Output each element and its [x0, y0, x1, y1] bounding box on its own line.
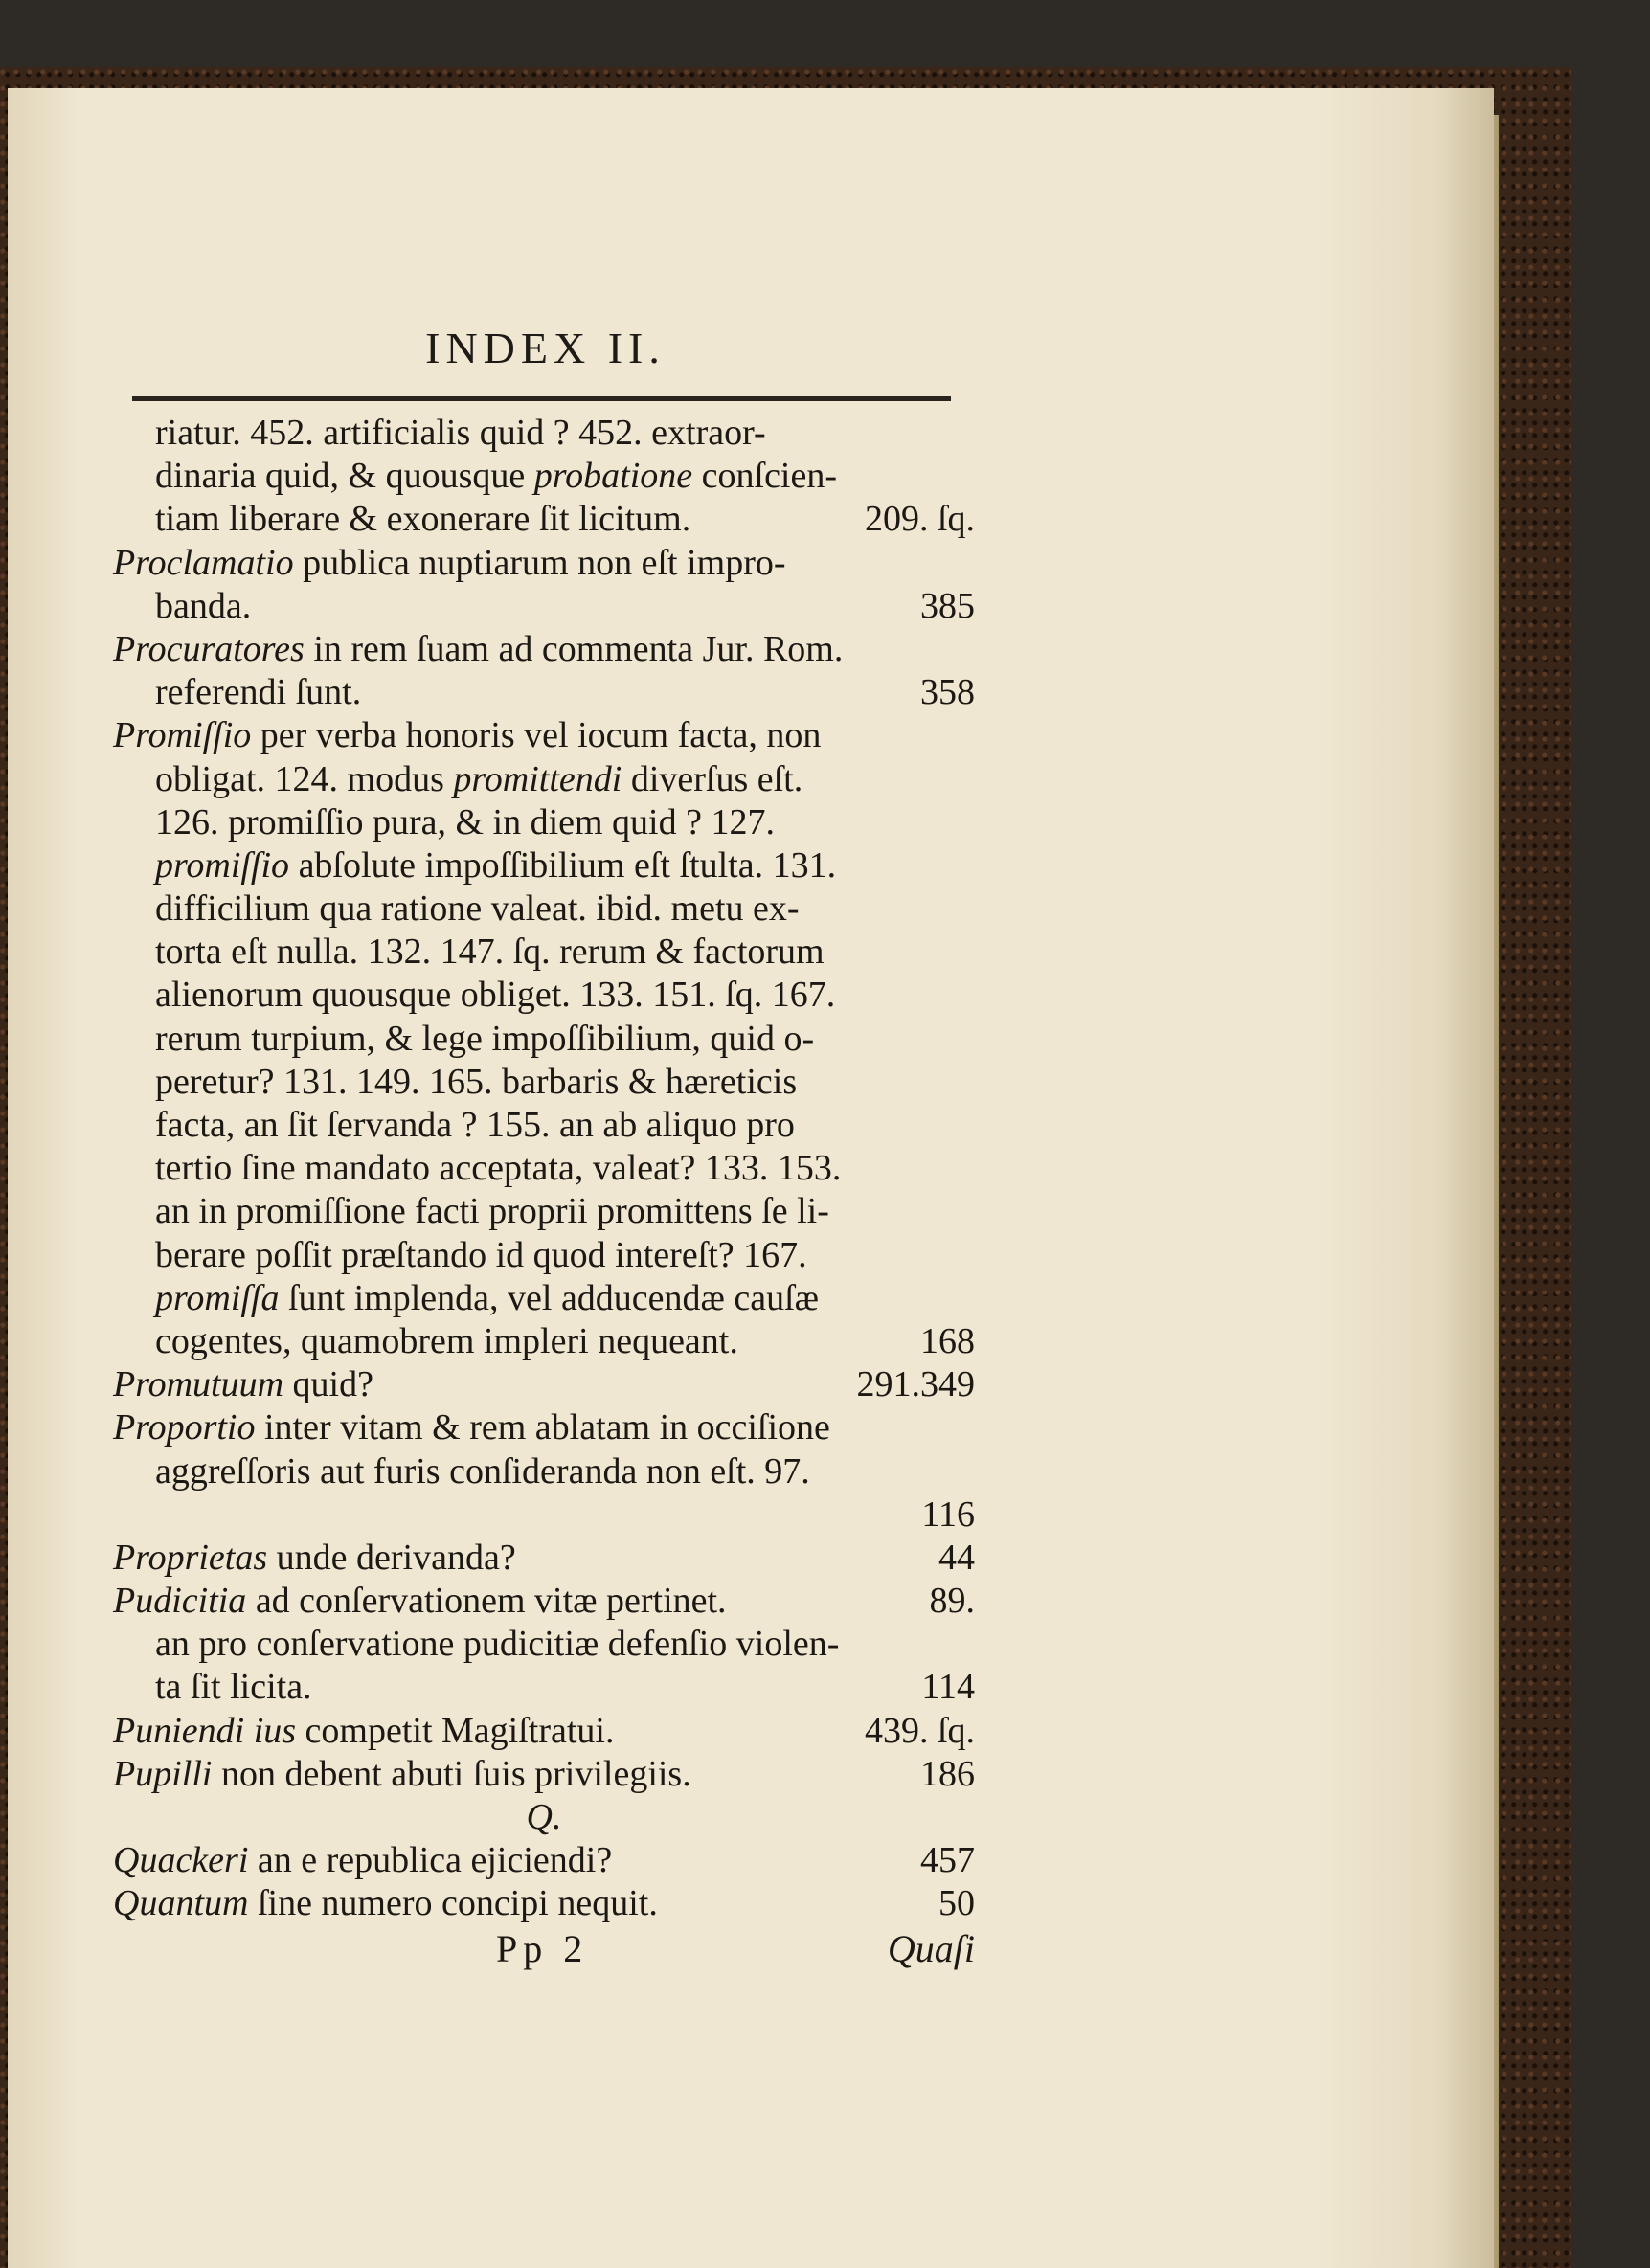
- entry-text: [155, 455, 837, 498]
- page-reference: 186: [920, 1753, 975, 1794]
- index-continuation: [113, 1450, 975, 1493]
- entry-fragment: obligat. 124. modus: [155, 758, 454, 799]
- lemma-keyword: probatione: [533, 456, 693, 497]
- entry-fragment: competit Magiſtratui.: [296, 1710, 615, 1751]
- entry-fragment: aggreſſoris aut furis conſideranda non eſt. 97.: [155, 1450, 810, 1492]
- signature-mark: Pp 2: [496, 1927, 589, 1970]
- index-continuation: [113, 1018, 975, 1061]
- lemma-keyword: promiſſio: [155, 844, 290, 886]
- index-continuation: [113, 1104, 975, 1147]
- index-entry: [113, 628, 975, 671]
- index-continuation: [113, 974, 975, 1017]
- index-entry: [113, 1882, 975, 1925]
- page-reference: 209. ſq.: [864, 499, 975, 540]
- entry-text: [155, 974, 835, 1017]
- index-continuation: [113, 1190, 975, 1233]
- entry-fragment: banda.: [155, 585, 252, 626]
- page-reference: 116: [921, 1493, 975, 1535]
- lemma-keyword: Procuratores: [113, 628, 305, 669]
- entry-fragment: an e republica ejiciendi?: [248, 1840, 613, 1881]
- entry-text: [155, 1018, 814, 1061]
- page-reference: 168: [920, 1320, 975, 1361]
- entry-fragment: 126. promiſſio pura, & in diem quid ? 127.: [155, 801, 775, 842]
- index-entry: [113, 1710, 975, 1753]
- page-reference: 89.: [929, 1581, 975, 1622]
- entry-text: [113, 542, 786, 585]
- entry-text: [155, 1190, 829, 1233]
- page-reference: 439. ſq.: [864, 1710, 975, 1751]
- lemma-keyword: Promiſſio: [113, 715, 252, 756]
- lemma-keyword: Q.: [526, 1797, 562, 1837]
- entry-text: [113, 1753, 691, 1796]
- page-reference: 44: [938, 1537, 975, 1578]
- entry-fragment: facta, an ſit ſervanda ? 155. an ab aliquo pro: [155, 1105, 795, 1145]
- book-page: [8, 88, 1494, 2268]
- index-continuation: [113, 412, 975, 455]
- index-continuation: [113, 801, 975, 844]
- lemma-keyword: Promutuum: [113, 1364, 284, 1405]
- entry-fragment: peretur? 131. 149. 165. barbaris & hæreticis: [155, 1061, 798, 1102]
- entry-fragment: ad conſervationem vitæ pertinet.: [246, 1581, 727, 1622]
- entry-text: [155, 1234, 807, 1277]
- index-continuation: [113, 844, 975, 887]
- header-rule: [132, 396, 951, 401]
- entry-fragment: cogentes, quamobrem impleri nequeant.: [155, 1320, 738, 1361]
- entry-fragment: torta eſt nulla. 132. 147. ſq. rerum & factorum: [155, 932, 825, 973]
- index-entry: [113, 1537, 975, 1580]
- entry-text: [155, 887, 800, 931]
- entry-fragment: tiam liberare & exonerare ſit licitum.: [155, 499, 691, 540]
- entry-text: [155, 671, 361, 714]
- entry-text: [155, 585, 251, 628]
- lemma-keyword: promittendi: [453, 758, 622, 799]
- entry-fragment: rerum turpium, & lege impoſſibilium, quid o-: [155, 1018, 815, 1059]
- index-entry: [113, 542, 975, 585]
- index-continuation: [113, 1061, 975, 1104]
- entry-fragment: riatur. 452. artificialis quid ? 452. extraor-: [155, 413, 766, 453]
- index-continuation: [113, 498, 975, 541]
- index-continuation: [113, 1666, 975, 1709]
- entry-fragment: per verba honoris vel iocum facta, non: [251, 715, 822, 756]
- lemma-keyword: Pudicitia: [113, 1581, 247, 1622]
- entry-fragment: tertio ſine mandato acceptata, valeat? 133. 153.: [155, 1148, 842, 1189]
- entry-fragment: diverſus eſt.: [622, 758, 803, 799]
- index-continuation: [113, 455, 975, 498]
- entry-fragment: difficilium qua ratione valeat. ibid. metu ex-: [155, 888, 800, 930]
- lemma-keyword: Pupilli: [113, 1753, 213, 1794]
- entry-fragment: in rem ſuam ad commenta Jur. Rom.: [304, 628, 844, 669]
- entry-text: [155, 1061, 797, 1104]
- lemma-keyword: Proportio: [113, 1407, 256, 1448]
- entry-text: [155, 1147, 841, 1190]
- index-continuation: [113, 1623, 975, 1666]
- entry-text: [113, 1882, 658, 1925]
- entry-text: [155, 1450, 810, 1493]
- entry-fragment: referendi ſunt.: [155, 672, 362, 713]
- page-reference: 385: [920, 585, 975, 626]
- entry-fragment: quid?: [283, 1364, 373, 1405]
- lemma-keyword: Puniendi ius: [113, 1710, 297, 1751]
- entry-text: [113, 1710, 614, 1753]
- entry-fragment: inter vitam & rem ablatam in occiſione: [255, 1407, 830, 1448]
- index-entries: [113, 412, 975, 1926]
- entry-text: [113, 628, 843, 671]
- entry-text: [155, 758, 802, 801]
- entry-fragment: abſolute impoſſibilium eſt ſtulta. 131.: [289, 844, 837, 886]
- entry-fragment: ſunt implenda, vel adducendæ cauſæ: [279, 1277, 820, 1318]
- lemma-keyword: Proclamatio: [113, 542, 294, 583]
- index-entry: [113, 1406, 975, 1449]
- page-reference: 457: [920, 1840, 975, 1881]
- index-continuation: [113, 1277, 975, 1320]
- entry-text: [113, 1796, 975, 1839]
- index-entry: [113, 714, 975, 757]
- section-letter: [113, 1796, 975, 1839]
- index-continuation: [113, 1493, 975, 1537]
- entry-text: [155, 1623, 839, 1666]
- index-continuation: [113, 1234, 975, 1277]
- page-reference: 358: [920, 672, 975, 713]
- entry-fragment: berare poſſit præſtando id quod intereſt? 167.: [155, 1234, 807, 1275]
- entry-text: [113, 1406, 830, 1449]
- index-continuation: [113, 671, 975, 714]
- entry-fragment: non debent abuti ſuis privilegiis.: [212, 1753, 691, 1794]
- entry-text: [155, 801, 775, 844]
- index-continuation: [113, 1147, 975, 1190]
- index-entry: [113, 1753, 975, 1796]
- index-continuation: [113, 1320, 975, 1363]
- lemma-keyword: Proprietas: [113, 1537, 268, 1578]
- entry-text: [155, 1277, 819, 1320]
- index-entry: [113, 1363, 975, 1406]
- entry-text: [155, 498, 690, 541]
- entry-fragment: publica nuptiarum non eſt impro-: [293, 542, 786, 583]
- entry-fragment: an in promiſſione facti proprii promittens ſe li-: [155, 1191, 829, 1232]
- catchword: Quaſi: [887, 1927, 975, 1970]
- page-footer: [113, 1926, 975, 1972]
- entry-text: [155, 844, 836, 887]
- entry-text: [113, 714, 821, 757]
- index-continuation: [113, 585, 975, 628]
- page-header: INDEX II.: [425, 324, 666, 372]
- entry-fragment: dinaria quid, & quousque: [155, 456, 534, 497]
- entry-text: [113, 1580, 727, 1623]
- entry-text: [113, 1839, 612, 1882]
- entry-text: [113, 1363, 373, 1406]
- entry-text: [155, 1666, 312, 1709]
- index-entry: [113, 1580, 975, 1623]
- index-entry: [113, 1839, 975, 1882]
- entry-fragment: unde derivanda?: [267, 1537, 516, 1578]
- entry-fragment: alienorum quousque obliget. 133. 151. ſq. 167.: [155, 975, 836, 1016]
- entry-fragment: ta ſit licita.: [155, 1667, 312, 1708]
- lemma-keyword: Quackeri: [113, 1840, 249, 1881]
- page-reference: 50: [938, 1883, 975, 1924]
- entry-text: [113, 1537, 516, 1580]
- entry-fragment: conſcien-: [692, 456, 838, 497]
- lemma-keyword: Quantum: [113, 1883, 249, 1924]
- index-continuation: [113, 758, 975, 801]
- entry-text: [155, 1104, 795, 1147]
- index-continuation: [113, 931, 975, 974]
- entry-fragment: ſine numero concipi nequit.: [248, 1883, 658, 1924]
- index-continuation: [113, 887, 975, 931]
- entry-fragment: an pro conſervatione pudicitiæ defenſio violen-: [155, 1624, 840, 1665]
- entry-text: [155, 1320, 738, 1363]
- entry-text: [155, 931, 825, 974]
- lemma-keyword: promiſſa: [155, 1277, 280, 1318]
- page-reference: 291.349: [856, 1364, 975, 1405]
- page-reference: 114: [921, 1667, 975, 1708]
- entry-text: [155, 412, 766, 455]
